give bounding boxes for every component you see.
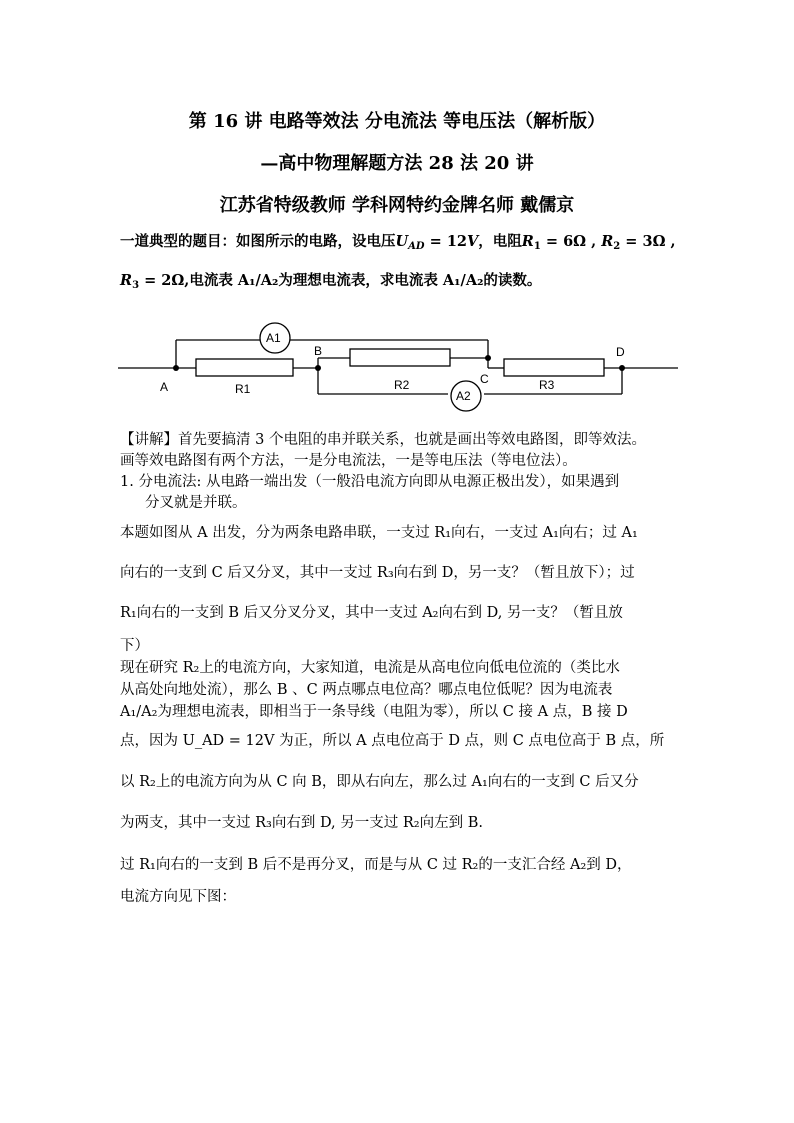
title-line-2: —高中物理解题方法 28 法 20 讲 xyxy=(260,153,534,174)
junction-d xyxy=(619,365,625,371)
problem-line-1: 一道典型的题目：如图所示的电路，设电压$U_{AD} = 12V$，电阻$R_1 = 6\Omega$ , $R_2 = 3\Omega$ , xyxy=(120,233,676,252)
resistor-r1 xyxy=(196,359,293,376)
label-r1: R1 xyxy=(235,382,251,396)
paragraph-2-line-1: 本题如图从 A 出发，分为两条电路串联，一支过 R₁向右，一支过 A₁向右；过 A₁ xyxy=(120,525,638,541)
junction-c xyxy=(485,355,491,361)
resistor-r2 xyxy=(350,349,450,366)
list-item-1-cont: 分叉就是并联。 xyxy=(145,495,247,511)
label-node-d: D xyxy=(616,345,625,359)
resistor-r3 xyxy=(504,359,604,376)
paragraph-3-line-3: A₁/A₂为理想电流表，即相当于一条导线（电阻为零），所以 C 接 A 点，B 接 D xyxy=(120,704,628,720)
paragraph-2-line-2: 向右的一支到 C 后又分叉，其中一支过 R₃向右到 D，另一支？（暂且放下）；过 xyxy=(120,565,635,581)
paragraph-2-line-3: R₁向右的一支到 B 后又分叉分叉，其中一支过 A₂向右到 D, 另一支？（暂且放 xyxy=(120,605,623,621)
label-a1: A1 xyxy=(266,331,281,345)
paragraph-3-line-2: 从高处向地处流），那么 B 、C 两点哪点电位高？哪点电位低呢？因为电流表 xyxy=(120,682,613,698)
paragraph-3-line-5: 以 R₂上的电流方向为从 C 向 B，即从右向左，那么过 A₁向右的一支到 C 后又分 xyxy=(120,774,639,790)
paragraph-4-line-1: 过 R₁向右的一支到 B 后不是再分叉，而是与从 C 过 R₂的一支汇合经 A₂到 D， xyxy=(120,857,632,873)
label-node-a: A xyxy=(160,380,169,394)
paragraph-2-line-4: 下） xyxy=(120,638,149,654)
label-a2: A2 xyxy=(456,389,471,403)
title-line-3: 江苏省特级教师 学科网特约金牌名师 戴儒京 xyxy=(219,195,575,216)
junction-a xyxy=(173,365,179,371)
paragraph-1-line-1: 【讲解】首先要搞清 3 个电阻的串并联关系，也就是画出等效电路图，即等效法。 xyxy=(120,432,646,448)
paragraph-3-line-1: 现在研究 R₂上的电流方向，大家知道，电流是从高电位向低电位流的（类比水 xyxy=(120,660,620,676)
paragraph-4-line-2: 电流方向见下图： xyxy=(120,889,236,905)
paragraph-3-line-4: 点，因为 U_AD = 12V 为正，所以 A 点电位高于 D 点，则 C 点电位高于 B 点，所 xyxy=(120,733,665,749)
label-r3: R3 xyxy=(539,378,555,392)
paragraph-3-line-6: 为两支，其中一支过 R₃向右到 D, 另一支过 R₂向左到 B. xyxy=(120,815,483,831)
paragraph-1-line-2: 画等效电路图有两个方法，一是分电流法，一是等电压法（等电位法）。 xyxy=(120,453,577,469)
label-node-b: B xyxy=(314,344,323,358)
list-item-1: 1. 分电流法: 从电路一端出发（一般沿电流方向即从电源正极出发），如果遇到 xyxy=(120,474,620,490)
problem-line-2: $R_3 = 2\Omega$,电流表 A₁/A₂为理想电流表，求电流表 A₁/A₂的读数。 xyxy=(120,272,542,291)
title-line-1: 第 16 讲 电路等效法 分电流法 等电压法（解析版） xyxy=(188,111,606,132)
circuit-diagram xyxy=(118,318,678,418)
label-r2: R2 xyxy=(394,378,410,392)
label-node-c: C xyxy=(480,372,489,386)
junction-b xyxy=(315,365,321,371)
